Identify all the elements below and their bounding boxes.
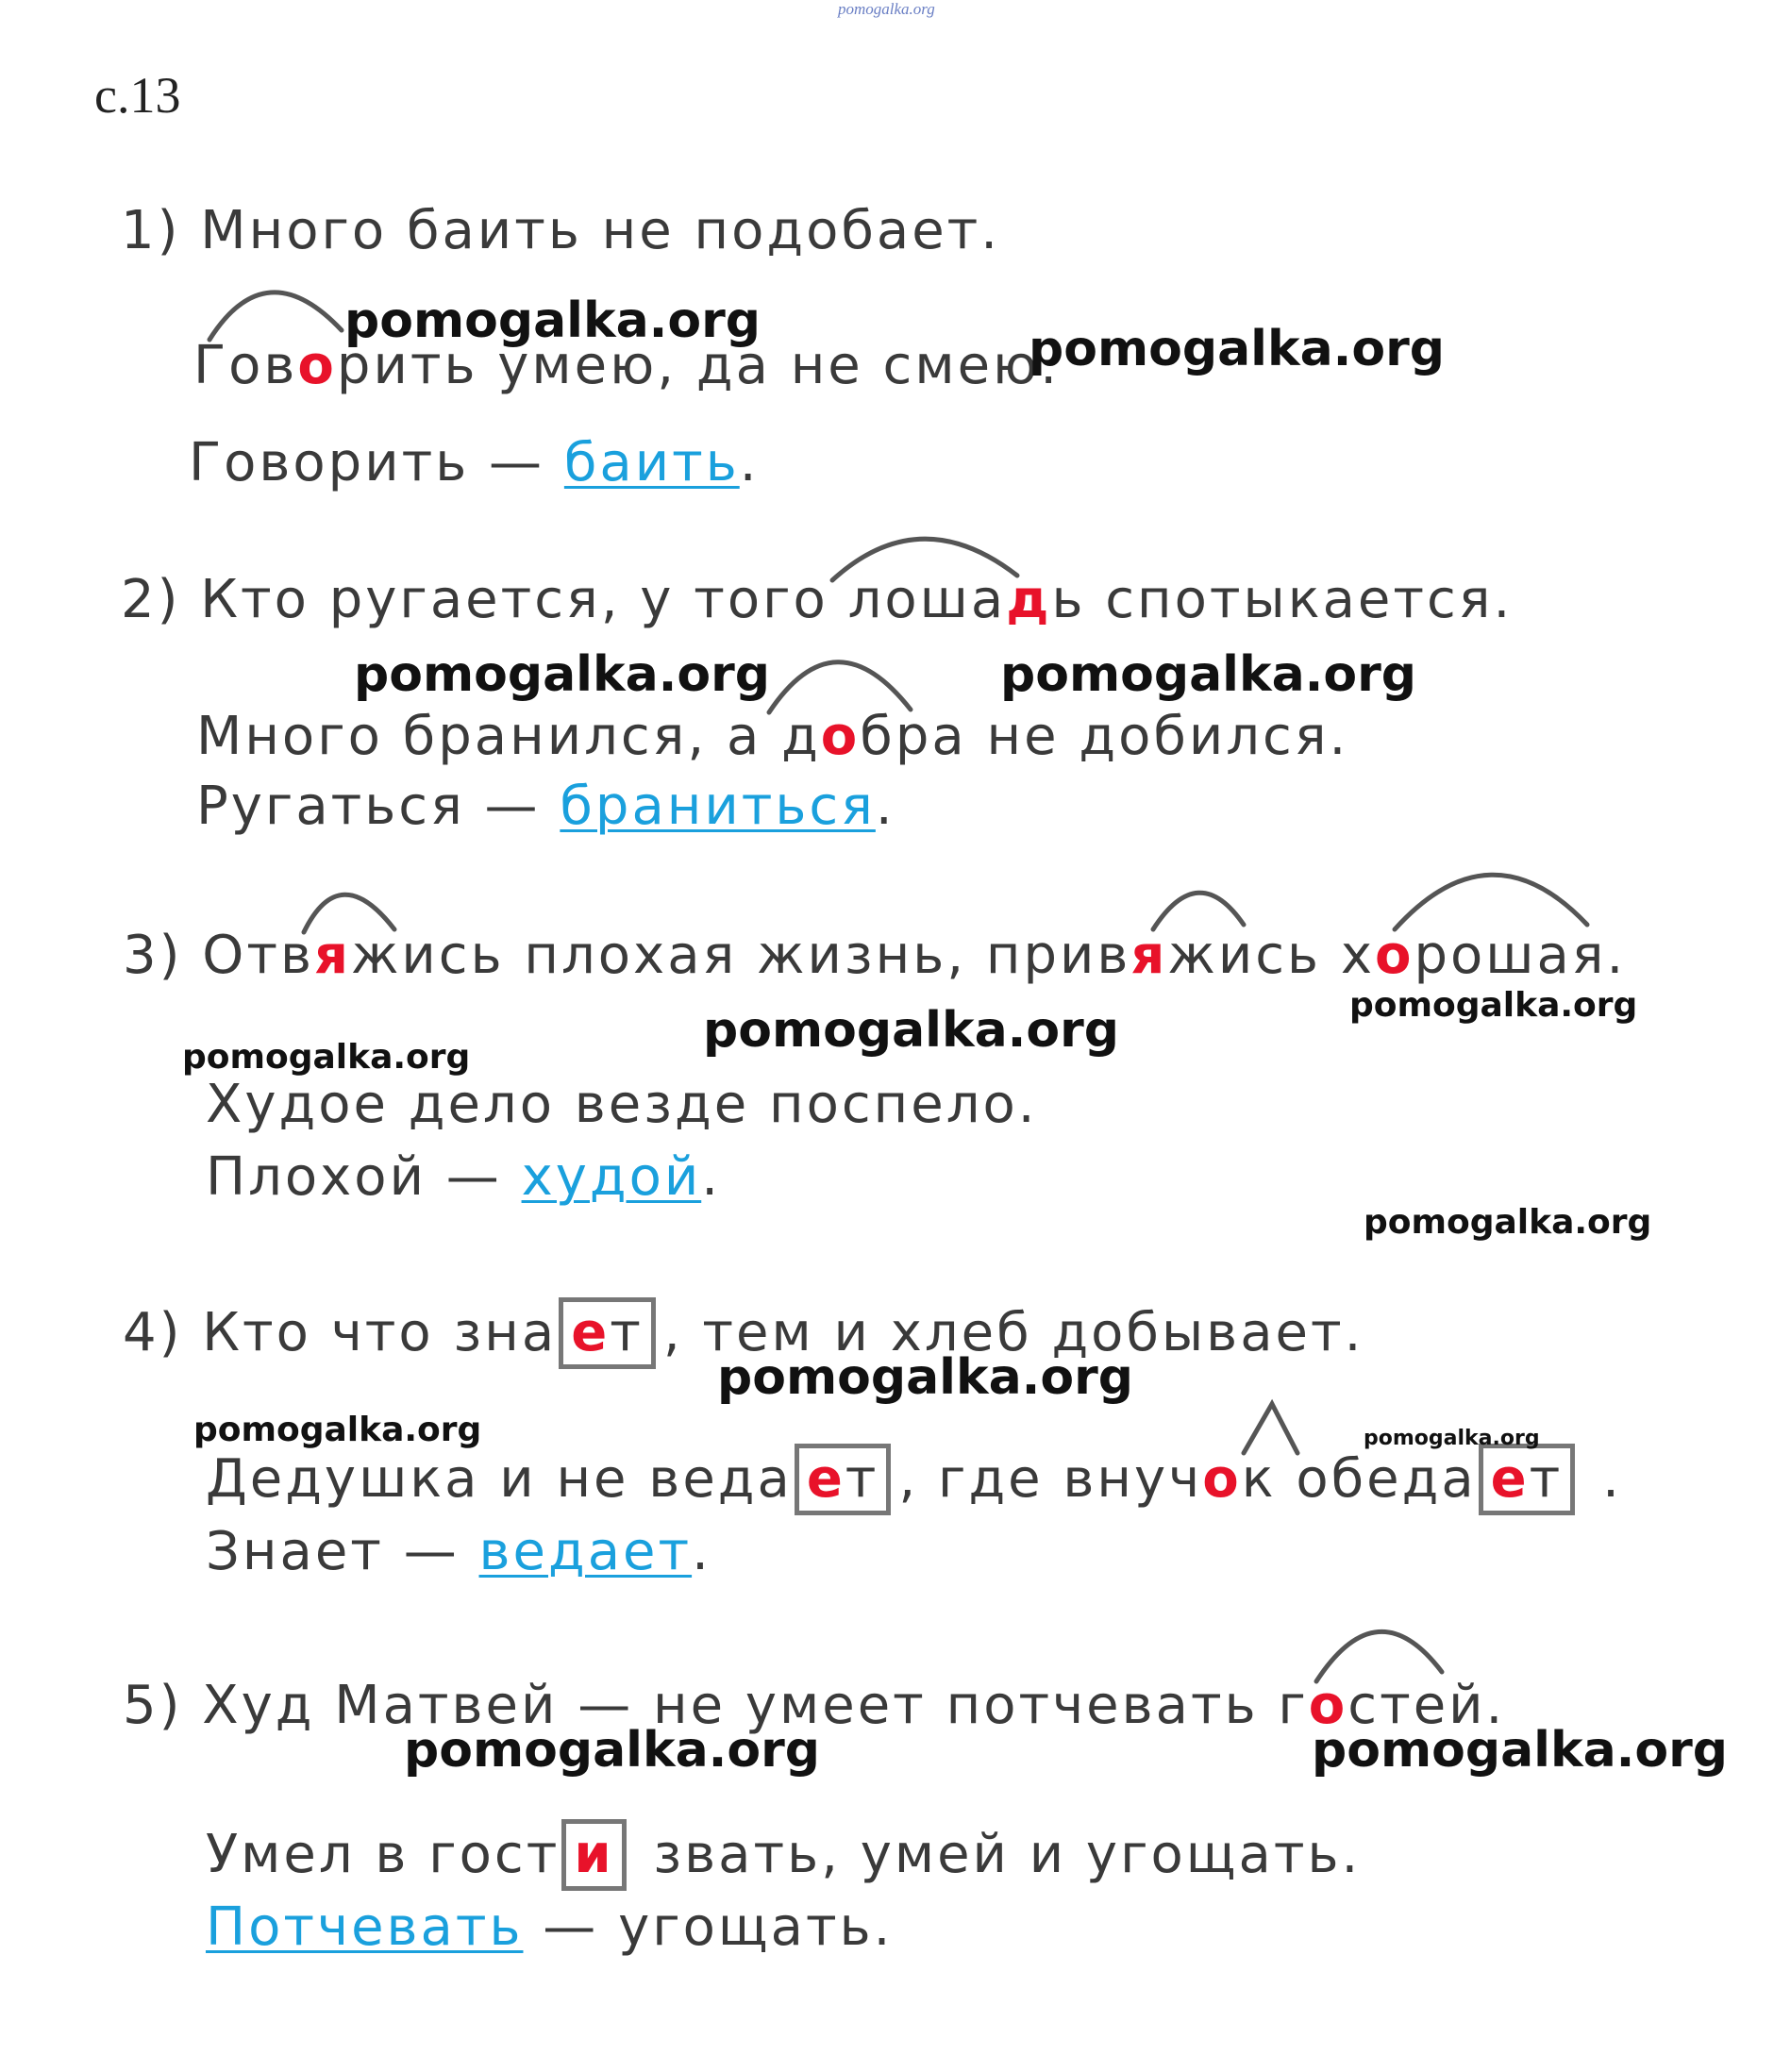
proverb-5-sentence [206,1819,1361,1891]
synonym-word: Знает — [206,1521,479,1582]
proverb-3-sentence: Худое дело везде поспело. [206,1074,1038,1135]
text-part: ь спотыкается. [1051,569,1514,630]
highlighted-letter: и [574,1824,614,1885]
highlighted-letter: о [1308,1675,1348,1736]
highlighted-letter: е [571,1302,611,1363]
highlighted-letter: о [1374,925,1414,986]
text-part: 3) Отв [123,925,314,986]
text-part: к обеда [1241,1448,1477,1510]
highlighted-letter: е [806,1448,845,1510]
proverb-3-heading [123,925,1626,986]
punctuation: — угощать. [523,1897,894,1958]
proverb-2-synonym-pair [196,776,895,837]
synonym-link[interactable]: ведает [478,1521,693,1582]
text-part: , тем и хлеб добывает. [662,1302,1364,1363]
root-arc-6 [1395,875,1587,929]
text-part: бра не добился. [860,706,1349,767]
synonym-link[interactable]: худой [521,1146,702,1208]
synonym-word: Говорить — [189,432,564,493]
text-part: Гов [193,335,298,396]
text-part: звать, умей и угощать. [633,1824,1362,1885]
watermark: pomogalka.org [703,1002,1120,1059]
watermark: pomogalka.org [1364,1427,1540,1450]
highlighted-letter: д [1006,569,1052,630]
watermark: pomogalka.org [182,1038,471,1077]
text-part: 2) Кто ругается, у того лоша [121,569,1007,630]
text-part: жись х [1167,925,1375,986]
watermark: pomogalka.org [1349,986,1638,1025]
highlighted-letter: о [297,335,337,396]
punctuation: . [875,776,895,837]
watermark: pomogalka.org [1000,646,1417,703]
proverb-5-synonym-pair [206,1897,893,1958]
text-part: т [610,1302,644,1363]
highlighted-letter: о [1202,1448,1242,1510]
text-part: рить умею, да не смею. [336,335,1060,396]
proverb-4-sentence [206,1444,1622,1515]
watermark: pomogalka.org [1364,1203,1652,1242]
proverb-3-synonym-pair [206,1146,721,1208]
text-part: . [1582,1448,1622,1510]
text-part: жись плохая жизнь, прив [350,925,1131,986]
highlighted-letter: я [313,925,351,986]
synonym-link[interactable]: браниться [560,776,876,837]
proverb-4-synonym-pair [206,1521,711,1582]
ending-box [795,1444,892,1515]
punctuation: . [701,1146,722,1208]
ending-box [561,1819,626,1891]
punctuation: . [692,1521,711,1582]
root-arc-1 [209,292,342,340]
text-part: , где внуч [898,1448,1203,1510]
proverb-2-sentence [196,706,1348,767]
text-part: Дедушка и не веда [206,1448,793,1510]
watermark: pomogalka.org [354,646,771,703]
watermark: pomogalka.org [1029,321,1446,377]
highlighted-letter: о [820,706,861,767]
text-part: т [1529,1448,1564,1510]
watermark: pomogalka.org [193,1411,482,1449]
synonym-link[interactable]: баить [563,432,740,493]
root-arc-3 [769,662,911,712]
proverb-1-heading: 1) Много баить не подобает. [121,200,1001,261]
text-part: Много бранился, а д [196,706,821,767]
top-watermark: pomogalka.org [838,0,935,18]
ending-box [1479,1444,1576,1515]
synonym-word: Плохой — [206,1146,522,1208]
synonym-word: Ругаться — [196,776,561,837]
proverb-1-synonym-pair [189,432,760,493]
highlighted-letter: я [1130,925,1168,986]
ending-box [559,1297,656,1369]
proverb-2-heading [121,569,1513,630]
text-part: рошая. [1414,925,1627,986]
text-part: 4) Кто что зна [123,1302,558,1363]
watermark: pomogalka.org [344,292,761,349]
highlighted-letter: е [1490,1448,1530,1510]
text-part: 5) Худ Матвей — не умеет потчевать г [123,1675,1309,1736]
synonym-link[interactable]: Потчевать [206,1897,524,1958]
punctuation: . [739,432,760,493]
text-part: т [845,1448,879,1510]
text-part: Умел в гост [206,1824,561,1885]
text-part: стей. [1347,1675,1506,1736]
page-number: с.13 [94,67,181,124]
watermark: pomogalka.org [404,1722,821,1779]
watermark: pomogalka.org [1312,1722,1729,1779]
watermark: pomogalka.org [717,1349,1134,1406]
